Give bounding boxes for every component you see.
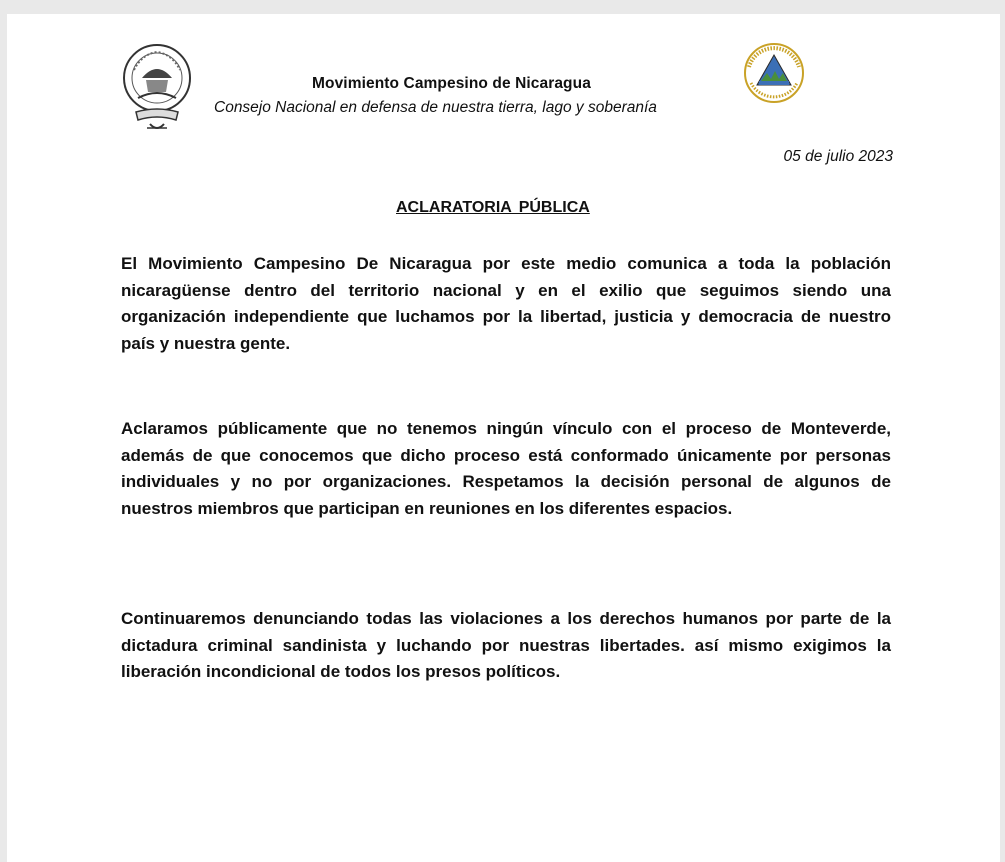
paragraph-3: Continuaremos denunciando todas las violaciones a los derechos humanos por parte de la dictadura criminal sandinista y luchando por nuestras libertades. así mismo exigimos la liberación incondicional de todos los presos políticos.: [121, 609, 891, 681]
nicaragua-coat-of-arms-icon: [737, 41, 811, 105]
campesino-emblem-icon: [120, 40, 194, 140]
organization-name: Movimiento Campesino de Nicaragua: [312, 75, 591, 92]
paragraph-2: Aclaramos públicamente que no tenemos ningún vínculo con el proceso de Monteverde, además de que conocemos que dicho proceso está conformado únicamente por personas individuales y no por organizaciones. Respetamos la decisión personal de algunos de nuestros miembros que participan en reuniones en los diferentes espacios.: [121, 419, 891, 518]
document-heading: ACLARATORIA PÚBLICA: [396, 199, 590, 216]
organization-subtitle: Consejo Nacional en defensa de nuestra tierra, lago y soberanía: [214, 99, 657, 116]
document-date: 05 de julio 2023: [783, 148, 893, 165]
paragraph-1: El Movimiento Campesino De Nicaragua por este medio comunica a toda la población nicaragüense dentro del territorio nacional y en el exilio que seguimos siendo una organización independiente que luchamos por la libertad, justicia y democracia de nuestro país y nuestra gente.: [121, 254, 891, 353]
